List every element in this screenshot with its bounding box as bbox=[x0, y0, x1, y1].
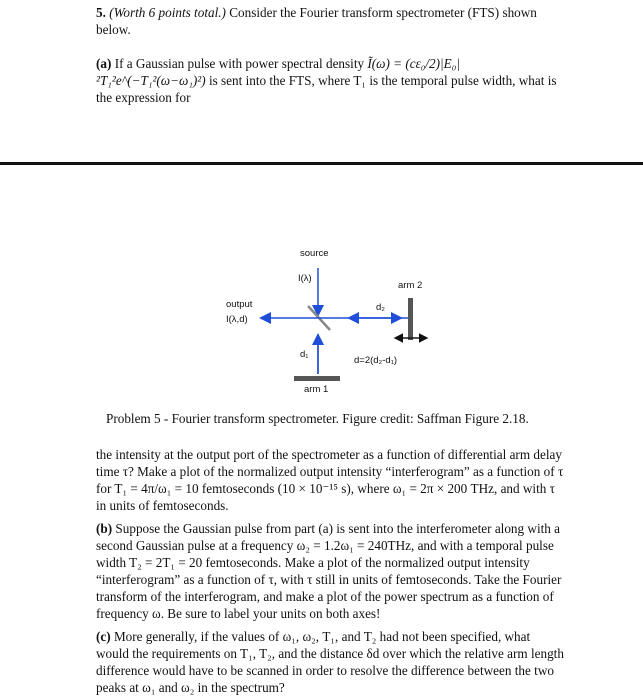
part-c-label: (c) bbox=[96, 629, 111, 644]
arm2-mirror bbox=[408, 298, 413, 340]
source-intensity: I(λ) bbox=[298, 273, 312, 284]
page-divider bbox=[0, 162, 643, 165]
part-b-text: Suppose the Gaussian pulse from part (a) is sent into the interferometer along with a second Gaussian pulse at a frequency ω₂ = 1.2ω₁ = 240THz, and with a temporal pulse width T₂ = 2T₁ = 20 femtoseconds. Make a plot of the normalized output intensity “interferogram” as a function of τ, with τ still in units of femtoseconds. Take the Fourier transform of the interferogram, and make a plot of the power spectrum as a function of frequency ω. Be sure to label your units on both axes! bbox=[96, 521, 562, 621]
part-a-lead: If a Gaussian pulse with power spectral density bbox=[114, 56, 365, 71]
fts-diagram bbox=[200, 240, 460, 400]
problem-number: 5. bbox=[96, 5, 106, 20]
part-b bbox=[96, 520, 566, 622]
source-label: source bbox=[300, 248, 329, 259]
part-c bbox=[96, 628, 566, 696]
part-a-continuation: the intensity at the output port of the spectrometer as a function of differential arm delay time τ? Make a plot of the normalized output intensity “interferogram” as a function of τ for T₁ = 4π/ω₁ = 10 femtoseconds (10 × 10⁻¹⁵ s), where ω₁ = 2π × 200 THz, and with τ in units of femtoseconds. bbox=[96, 447, 564, 513]
d2-label: d₂ bbox=[376, 302, 385, 313]
part-a-formula: Ĩ(ω) = (cε₀/2)|E₀|²T₁²e^(−T₁²(ω−ω₁)²) bbox=[96, 56, 460, 88]
arm1-mirror bbox=[294, 376, 340, 381]
arm1-label: arm 1 bbox=[304, 384, 329, 395]
part-a-label: (a) bbox=[96, 56, 112, 71]
output-intensity: I(λ,d) bbox=[226, 314, 248, 325]
problem-worth: (Worth 6 points total.) bbox=[109, 5, 226, 20]
d1-label: d₁ bbox=[300, 349, 309, 360]
arm2-label: arm 2 bbox=[398, 280, 423, 291]
output-label: output bbox=[226, 299, 253, 310]
figure-caption: Problem 5 - Fourier transform spectrometer. Figure credit: Saffman Figure 2.18. bbox=[106, 411, 529, 426]
problem-intro bbox=[96, 4, 566, 106]
part-a-tail: is sent into the FTS, where T₁ is the temporal pulse width, what is the expression for bbox=[96, 73, 557, 105]
part-c-text: More generally, if the values of ω₁, ω₂, T₁, and T₂ had not been specified, what would the requirements on T₁, T₂, and the distance δd over which the relative arm length difference would have to be scanned in order to resolve the difference between the two peaks at ω₁ and ω₂ in the spectrum? bbox=[96, 629, 564, 695]
problem-intro-text: Consider the Fourier transform spectrometer (FTS) shown below. bbox=[96, 5, 537, 37]
part-b-label: (b) bbox=[96, 521, 113, 536]
d-relation-label: d=2(d₂-d₁) bbox=[354, 355, 398, 366]
problem-continuation bbox=[96, 446, 566, 696]
